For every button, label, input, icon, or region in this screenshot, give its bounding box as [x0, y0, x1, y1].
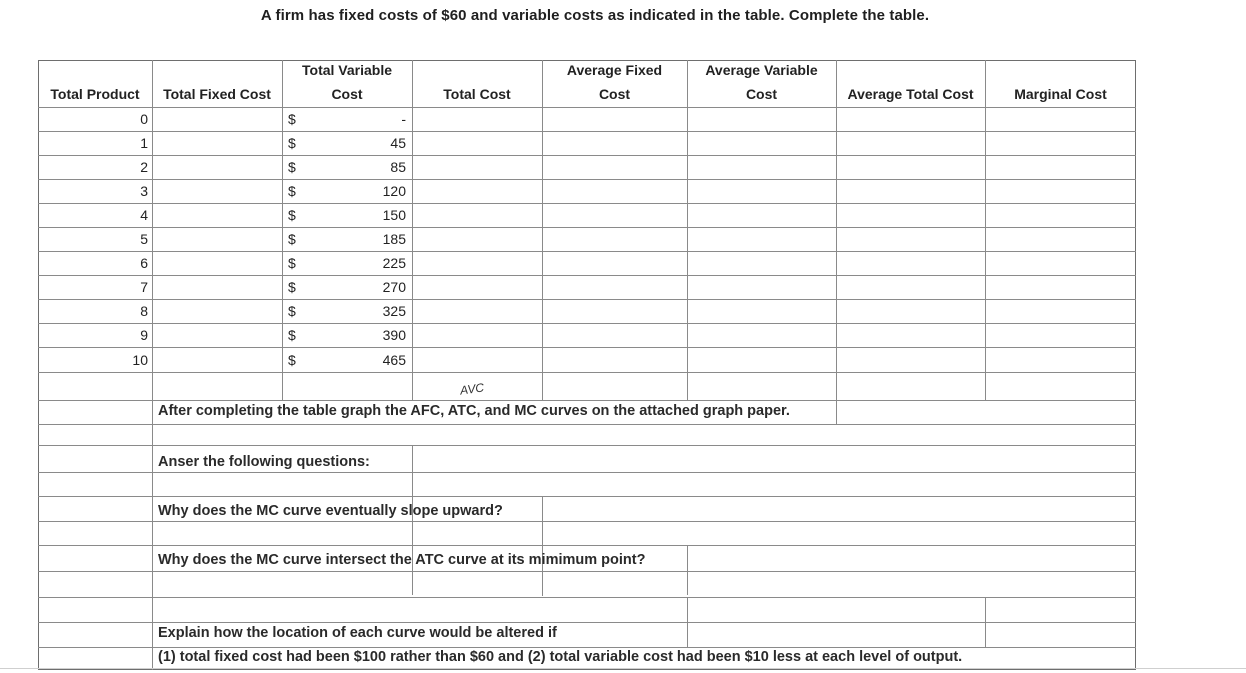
question-explain-line1: Explain how the location of each curve would be altered if: [158, 625, 557, 641]
grid-line: [38, 227, 1136, 228]
dollar-sign: $: [288, 207, 296, 223]
grid-line: [38, 131, 1136, 132]
dollar-sign: $: [288, 135, 296, 151]
grid-line: [38, 521, 1136, 522]
grid-line: [152, 60, 153, 400]
header-total-variable-cost-line2: Cost: [331, 86, 363, 102]
header-average-fixed-cost-line1: Average Fixed: [566, 62, 663, 78]
total-product-cell: 0: [140, 111, 148, 127]
grid-line: [836, 400, 837, 424]
total-variable-cost-cell: 270: [382, 279, 406, 295]
header-marginal-cost: Marginal Cost: [1014, 86, 1107, 102]
total-variable-cost-cell: 150: [382, 207, 406, 223]
page-bottom-edge: [0, 668, 1246, 669]
header-total-variable-cost-line1: Total Variable: [302, 62, 392, 78]
grid-line: [38, 347, 1136, 348]
grid-line: [38, 107, 1136, 108]
total-variable-cost-cell: -: [401, 111, 406, 127]
grid-line: [412, 445, 413, 595]
grid-line: [836, 60, 837, 400]
header-total-fixed-cost: Total Fixed Cost: [163, 86, 271, 102]
header-average-fixed-cost-line2: Cost: [598, 86, 631, 102]
dollar-sign: $: [288, 231, 296, 247]
header-average-variable-cost-line2: Cost: [745, 86, 778, 102]
dollar-sign: $: [288, 159, 296, 175]
total-product-cell: 8: [140, 303, 148, 319]
dollar-sign: $: [288, 111, 296, 127]
grid-line: [38, 275, 1136, 276]
grid-line: [38, 372, 1136, 373]
total-product-cell: 5: [140, 231, 148, 247]
total-variable-cost-cell: 85: [390, 159, 406, 175]
grid-line: [38, 571, 1136, 572]
grid-line: [38, 251, 1136, 252]
grid-line: [38, 545, 1136, 546]
cost-table: [38, 60, 1136, 670]
dollar-sign: $: [288, 183, 296, 199]
grid-line: [38, 155, 1136, 156]
handwritten-avc-note: AVC: [459, 380, 485, 398]
total-product-cell: 3: [140, 183, 148, 199]
dollar-sign: $: [288, 255, 296, 271]
dollar-sign: $: [288, 279, 296, 295]
total-product-cell: 2: [140, 159, 148, 175]
grid-line: [38, 299, 1136, 300]
grid-line: [38, 622, 1136, 623]
question-explain-line2: (1) total fixed cost had been $100 rather than $60 and (2) total variable cost had been $10 less at each level of output.: [158, 649, 963, 665]
total-product-cell: 7: [140, 279, 148, 295]
grid-line: [38, 472, 1136, 473]
total-product-cell: 9: [140, 327, 148, 343]
total-product-cell: 1: [140, 135, 148, 151]
answer-prompt: Anser the following questions:: [158, 454, 370, 470]
grid-line: [38, 323, 1136, 324]
grid-line: [38, 400, 1136, 401]
grid-line: [38, 203, 1136, 204]
total-variable-cost-cell: 390: [382, 327, 406, 343]
grid-line: [38, 597, 1136, 598]
dollar-sign: $: [288, 352, 296, 368]
grid-line: [38, 424, 1136, 425]
grid-line: [38, 445, 1136, 446]
total-product-cell: 4: [140, 207, 148, 223]
grid-line: [38, 496, 1136, 497]
grid-line: [542, 60, 543, 400]
header-average-variable-cost-line1: Average Variable: [705, 62, 818, 78]
question-mc-slope: Why does the MC curve eventually slope upward?: [158, 503, 503, 519]
total-variable-cost-cell: 45: [390, 135, 406, 151]
grid-line: [687, 60, 688, 400]
total-product-cell: 6: [140, 255, 148, 271]
total-variable-cost-cell: 325: [382, 303, 406, 319]
graph-instruction: After completing the table graph the AFC, ATC, and MC curves on the attached graph paper.: [158, 403, 790, 419]
total-variable-cost-cell: 225: [382, 255, 406, 271]
total-variable-cost-cell: 185: [382, 231, 406, 247]
grid-line: [542, 496, 543, 596]
grid-line: [412, 60, 413, 400]
grid-line: [282, 60, 283, 400]
dollar-sign: $: [288, 327, 296, 343]
grid-line: [38, 179, 1136, 180]
header-total-cost: Total Cost: [443, 86, 511, 102]
header-total-product: Total Product: [50, 86, 140, 102]
total-variable-cost-cell: 465: [382, 352, 406, 368]
worksheet-title: A firm has fixed costs of $60 and variable costs as indicated in the table. Complete the table.: [260, 7, 930, 24]
grid-line: [152, 400, 153, 670]
question-mc-atc-intersect: Why does the MC curve intersect the ATC curve at its mimimum point?: [158, 552, 646, 568]
header-average-total-cost: Average Total Cost: [847, 86, 974, 102]
grid-line: [985, 60, 986, 400]
grid-line: [38, 647, 1136, 648]
total-product-cell: 10: [132, 352, 148, 368]
dollar-sign: $: [288, 303, 296, 319]
total-variable-cost-cell: 120: [382, 183, 406, 199]
grid-line: [687, 545, 688, 595]
